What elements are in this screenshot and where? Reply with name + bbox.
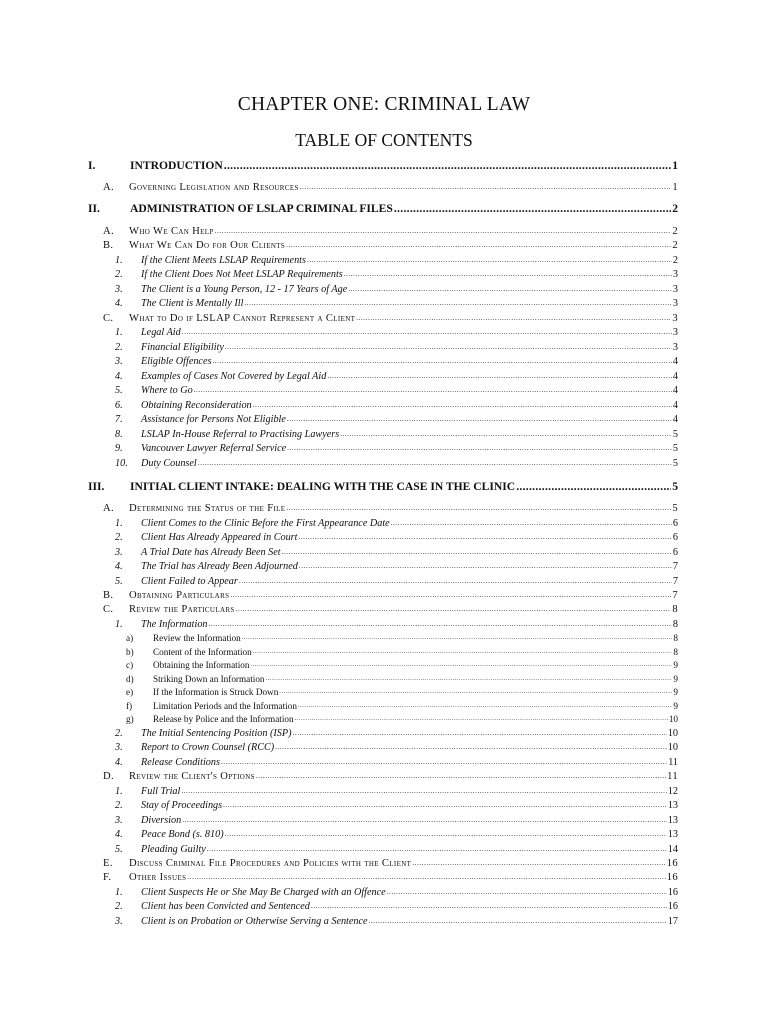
toc-entry[interactable] [115, 886, 678, 899]
toc-entry-title: Governing Legislation and Resources [129, 182, 299, 193]
toc-entry-page-number: 11 [668, 757, 678, 768]
dot-leader [266, 673, 673, 685]
toc-entry[interactable] [126, 632, 678, 644]
toc-entry-title: What We Can Do for Our Clients [129, 240, 286, 251]
toc-entry-page-number: 14 [667, 844, 678, 855]
toc-entry-number: 5. [115, 844, 123, 855]
toc-entry[interactable] [115, 618, 678, 631]
toc-entry-page-number: 5 [672, 480, 678, 493]
toc-entry-page-number: 8 [673, 647, 678, 657]
toc-entry-title: Client Has Already Appeared in Court [141, 532, 298, 543]
toc-entry-title: Vancouver Lawyer Referral Service [141, 443, 287, 454]
dot-leader [209, 618, 672, 631]
toc-entry-number: C. [103, 604, 114, 615]
toc-entry[interactable] [126, 646, 678, 658]
toc-entry[interactable] [103, 502, 678, 515]
toc-entry[interactable] [115, 575, 678, 588]
toc-entry[interactable] [115, 254, 678, 267]
toc-entry-page-number: 8 [672, 619, 678, 630]
dot-leader [369, 915, 667, 928]
toc-entry-page-number: 3 [672, 342, 678, 353]
toc-entry-number: 1. [115, 327, 123, 338]
toc-entry-number: A. [103, 503, 114, 514]
toc-entry-page-number: 2 [672, 255, 678, 266]
toc-entry-title: Stay of Proceedings [141, 800, 223, 811]
toc-entry-page-number: 7 [672, 590, 678, 601]
toc-entry-title: The Client is a Young Person, 12 - 17 Years of Age [141, 284, 348, 295]
toc-entry[interactable] [115, 283, 678, 296]
toc-entry-page-number: 4 [672, 400, 678, 411]
toc-entry-number: 1. [115, 887, 123, 898]
toc-entry-title: Review the Particulars [129, 604, 235, 615]
toc-entry-title: Client Suspects He or She May Be Charged with an Offence [141, 887, 386, 898]
toc-entry[interactable] [115, 399, 678, 412]
dot-leader [412, 857, 665, 870]
toc-entry-title: Full Trial [141, 786, 181, 797]
toc-entry-page-number: 16 [666, 858, 678, 869]
dot-leader [282, 546, 672, 559]
toc-entry[interactable] [115, 814, 678, 827]
dot-leader [286, 239, 671, 252]
toc-entry-title: If the Client Does Not Meet LSLAP Requirements [141, 269, 343, 280]
toc-entry-title: A Trial Date has Already Been Set [141, 547, 281, 558]
toc-entry[interactable] [115, 413, 678, 426]
toc-entry-page-number: 16 [666, 872, 678, 883]
toc-entry-number: b) [126, 647, 134, 657]
toc-entry[interactable] [88, 159, 678, 173]
toc-entry[interactable] [115, 843, 678, 856]
toc-entry-title: Pleading Guilty [141, 844, 206, 855]
toc-entry-title: Striking Down an Information [153, 674, 265, 684]
toc-entry-number: E. [103, 858, 113, 869]
toc-entry[interactable] [103, 312, 678, 325]
toc-entry-number: D. [103, 771, 114, 782]
toc-entry[interactable] [103, 225, 678, 238]
toc-entry-title: Who We Can Help [129, 226, 214, 237]
toc-entry-page-number: 9 [673, 701, 678, 711]
dot-leader [295, 713, 668, 725]
dot-leader [253, 646, 673, 658]
toc-entry-number: 4. [115, 561, 123, 572]
dot-leader [250, 659, 672, 671]
toc-entry-title: Release Conditions [141, 757, 220, 768]
toc-entry-number: 2. [115, 532, 123, 543]
toc-entry-number: 8. [115, 429, 123, 440]
toc-entry-page-number: 4 [672, 356, 678, 367]
toc-entry[interactable] [115, 799, 678, 812]
toc-entry-page-number: 2 [672, 240, 678, 251]
dot-leader [181, 785, 666, 798]
toc-entry[interactable] [126, 713, 678, 725]
toc-entry-page-number: 8 [673, 633, 678, 643]
toc-entry-title: ADMINISTRATION OF LSLAP CRIMINAL FILES [130, 202, 393, 215]
dot-leader [307, 254, 672, 267]
toc-entry-number: g) [126, 714, 134, 724]
toc-entry-title: Obtaining Reconsideration [141, 400, 252, 411]
toc-entry-page-number: 4 [672, 385, 678, 396]
document-title: CHAPTER ONE: CRIMINAL LAW [237, 94, 531, 115]
toc-entry-page-number: 4 [672, 414, 678, 425]
toc-entry-number: a) [126, 633, 134, 643]
dot-leader [207, 843, 667, 856]
toc-entry-title: Client Failed to Appear [141, 576, 238, 587]
toc-entry-number: 1. [115, 619, 123, 630]
toc-entry-title: INITIAL CLIENT INTAKE: DEALING WITH THE CASE IN THE CLINIC [130, 480, 516, 493]
toc-entry-number: 2. [115, 728, 123, 739]
toc-entry-title: What to Do if LSLAP Cannot Represent a Client [129, 313, 356, 324]
toc-entry-number: II. [88, 202, 100, 215]
toc-entry-title: The Client is Mentally Ill [141, 298, 244, 309]
dot-leader [244, 297, 671, 310]
dot-leader [239, 575, 672, 588]
toc-entry-page-number: 6 [672, 518, 678, 529]
dot-leader [194, 384, 672, 397]
dot-leader [224, 159, 671, 173]
toc-entry-page-number: 3 [672, 313, 678, 324]
toc-entry-title: Peace Bond (s. 810) [141, 829, 224, 840]
toc-entry-number: 2. [115, 269, 123, 280]
toc-entry-number: c) [126, 660, 134, 670]
toc-entry[interactable] [126, 686, 678, 698]
toc-entry-title: Obtaining Particulars [129, 590, 230, 601]
dot-leader [223, 799, 667, 812]
toc-entry-title: Client is on Probation or Otherwise Serving a Sentence [141, 916, 368, 927]
toc-entry-title: Where to Go [141, 385, 193, 396]
toc-entry[interactable] [115, 828, 678, 841]
toc-entry-title: Determining the Status of the File [129, 503, 286, 514]
toc-entry[interactable] [103, 239, 678, 252]
dot-leader [182, 326, 672, 339]
dot-leader [298, 531, 671, 544]
toc-entry-title: Financial Eligibility [141, 342, 224, 353]
toc-entry-number: 1. [115, 518, 123, 529]
toc-entry-number: f) [126, 701, 133, 711]
toc-entry-number: e) [126, 687, 134, 697]
toc-entry-title: Limitation Periods and the Information [153, 701, 297, 711]
toc-entry-page-number: 5 [672, 458, 678, 469]
dot-leader [187, 871, 665, 884]
dot-leader [198, 457, 672, 470]
toc-entry[interactable] [115, 341, 678, 354]
toc-entry-number: 3. [115, 356, 123, 367]
toc-entry[interactable] [115, 326, 678, 339]
toc-entry-number: III. [88, 480, 105, 493]
toc-entry[interactable] [115, 546, 678, 559]
dot-leader [275, 741, 667, 754]
dot-leader [279, 686, 672, 698]
toc-entry[interactable] [115, 370, 678, 383]
toc-entry-page-number: 3 [672, 269, 678, 280]
toc-entry[interactable] [115, 457, 678, 470]
toc-entry-page-number: 11 [667, 771, 678, 782]
toc-entry-number: 4. [115, 757, 123, 768]
toc-entry-title: INTRODUCTION [130, 159, 223, 172]
toc-entry-page-number: 13 [667, 800, 678, 811]
toc-entry-title: If the Information is Struck Down [153, 687, 279, 697]
toc-entry-page-number: 4 [672, 371, 678, 382]
toc-entry-title: Legal Aid [141, 327, 181, 338]
toc-entry-page-number: 10 [667, 728, 678, 739]
dot-leader [298, 700, 672, 712]
toc-entry-number: 4. [115, 829, 123, 840]
toc-entry-number: C. [103, 313, 114, 324]
dot-leader [287, 413, 672, 426]
toc-entry[interactable] [115, 384, 678, 397]
toc-heading: TABLE OF CONTENTS [295, 130, 473, 150]
dot-leader [215, 225, 672, 238]
toc-entry-page-number: 7 [672, 576, 678, 587]
toc-entry[interactable] [115, 531, 678, 544]
toc-entry-page-number: 5 [672, 503, 678, 514]
toc-entry-page-number: 9 [673, 660, 678, 670]
toc-entry-number: B. [103, 590, 114, 601]
toc-entry-title: Release by Police and the Information [153, 714, 294, 724]
toc-entry-number: 3. [115, 284, 123, 295]
dot-leader [230, 589, 671, 602]
dot-leader [391, 517, 672, 530]
toc-entry-title: Review the Information [153, 633, 241, 643]
toc-entry-title: Discuss Criminal File Procedures and Policies with the Client [129, 858, 412, 869]
toc-entry-number: B. [103, 240, 114, 251]
dot-leader [212, 355, 671, 368]
toc-entry-title: Eligible Offences [141, 356, 212, 367]
toc-entry-title: Content of the Information [153, 647, 252, 657]
dot-leader [293, 727, 667, 740]
toc-entry-page-number: 10 [667, 742, 678, 753]
dot-leader [256, 770, 666, 783]
toc-entry-title: Client has been Convicted and Sentenced [141, 901, 310, 912]
dot-leader [387, 886, 667, 899]
dot-leader [221, 756, 667, 769]
toc-entry-number: 7. [115, 414, 123, 425]
dot-leader [311, 900, 667, 913]
toc-entry-number: 3. [115, 547, 123, 558]
toc-entry-page-number: 3 [672, 284, 678, 295]
toc-entry-number: 2. [115, 901, 123, 912]
toc-entry[interactable] [103, 181, 678, 194]
toc-entry-page-number: 13 [667, 829, 678, 840]
toc-entry[interactable] [115, 268, 678, 281]
toc-entry[interactable] [115, 428, 678, 441]
toc-entry-number: 2. [115, 342, 123, 353]
toc-entry-page-number: 2 [672, 226, 678, 237]
toc-entry-page-number: 1 [672, 159, 678, 172]
toc-entry[interactable] [115, 785, 678, 798]
toc-entry-number: 1. [115, 786, 123, 797]
toc-entry[interactable] [115, 756, 678, 769]
toc-entry-page-number: 8 [672, 604, 678, 615]
toc-entry-number: A. [103, 226, 114, 237]
toc-entry[interactable] [115, 442, 678, 455]
toc-entry-title: The Initial Sentencing Position (ISP) [141, 728, 292, 739]
toc-entry-title: Duty Counsel [141, 458, 197, 469]
toc-entry-number: 3. [115, 916, 123, 927]
toc-entry[interactable] [103, 857, 678, 870]
dot-leader [394, 202, 671, 216]
dot-leader [356, 312, 671, 325]
dot-leader [516, 480, 671, 494]
toc-entry-page-number: 12 [667, 786, 678, 797]
toc-entry[interactable] [126, 700, 678, 712]
toc-entry-page-number: 9 [673, 687, 678, 697]
toc-entry-number: 3. [115, 815, 123, 826]
toc-entry-title: Review the Client's Options [129, 771, 255, 782]
toc-entry-number: 3. [115, 742, 123, 753]
toc-entry-number: 1. [115, 255, 123, 266]
toc-entry-number: 4. [115, 298, 123, 309]
toc-entry[interactable] [103, 603, 678, 616]
toc-entry-page-number: 16 [667, 901, 678, 912]
dot-leader [182, 814, 667, 827]
toc-entry-title: If the Client Meets LSLAP Requirements [141, 255, 306, 266]
dot-leader [344, 268, 672, 281]
toc-entry-number: F. [103, 872, 112, 883]
toc-entry[interactable] [126, 673, 678, 685]
toc-entry-title: Other Issues [129, 872, 187, 883]
toc-entry-title: Examples of Cases Not Covered by Legal Aid [141, 371, 327, 382]
dot-leader [242, 632, 673, 644]
dot-leader [236, 603, 672, 616]
dot-leader [299, 560, 672, 573]
toc-entry-page-number: 10 [668, 714, 678, 724]
dot-leader [327, 370, 672, 383]
dot-leader [300, 181, 672, 194]
toc-entry-page-number: 9 [673, 674, 678, 684]
toc-entry[interactable] [103, 589, 678, 602]
dot-leader [340, 428, 672, 441]
toc-entry-number: 5. [115, 385, 123, 396]
toc-entry[interactable] [115, 560, 678, 573]
toc-entry-page-number: 16 [667, 887, 678, 898]
toc-entry[interactable] [115, 900, 678, 913]
toc-entry[interactable] [115, 297, 678, 310]
toc-entry[interactable] [115, 517, 678, 530]
toc-entry-page-number: 13 [667, 815, 678, 826]
toc-entry-page-number: 5 [672, 429, 678, 440]
dot-leader [253, 399, 672, 412]
dot-leader [286, 502, 671, 515]
toc-entry[interactable] [115, 355, 678, 368]
toc-entry-number: A. [103, 182, 114, 193]
toc-entry-number: 9. [115, 443, 123, 454]
toc-entry-page-number: 17 [667, 916, 678, 927]
toc-entry-number: d) [126, 674, 134, 684]
toc-entry-page-number: 6 [672, 547, 678, 558]
dot-leader [225, 828, 667, 841]
toc-entry-title: Report to Crown Counsel (RCC) [141, 742, 275, 753]
toc-entry-page-number: 5 [672, 443, 678, 454]
toc-entry-number: 6. [115, 400, 123, 411]
toc-entry-title: Assistance for Persons Not Eligible [141, 414, 286, 425]
dot-leader [225, 341, 672, 354]
toc-entry-title: Diversion [141, 815, 182, 826]
toc-entry[interactable] [88, 202, 678, 216]
toc-entry-title: Client Comes to the Clinic Before the First Appearance Date [141, 518, 390, 529]
toc-entry[interactable] [126, 659, 678, 671]
toc-entry-number: 2. [115, 800, 123, 811]
toc-entry-title: The Trial has Already Been Adjourned [141, 561, 298, 572]
toc-entry-title: The Information [141, 619, 208, 630]
toc-entry[interactable] [115, 741, 678, 754]
toc-entry-number: 4. [115, 371, 123, 382]
toc-entry[interactable] [88, 480, 678, 494]
toc-entry-page-number: 3 [672, 298, 678, 309]
toc-entry-page-number: 1 [672, 182, 678, 193]
toc-entry-number: 10. [115, 458, 128, 469]
toc-entry-page-number: 6 [672, 532, 678, 543]
toc-entry[interactable] [115, 727, 678, 740]
toc-entry[interactable] [115, 915, 678, 928]
toc-entry-title: LSLAP In-House Referral to Practising Lawyers [141, 429, 340, 440]
toc-entry-number: 5. [115, 576, 123, 587]
toc-entry[interactable] [103, 871, 678, 884]
toc-entry-number: I. [88, 159, 96, 172]
toc-entry-title: Obtaining the Information [153, 660, 250, 670]
toc-entry-page-number: 2 [672, 202, 678, 215]
dot-leader [287, 442, 672, 455]
toc-entry-page-number: 3 [672, 327, 678, 338]
dot-leader [348, 283, 672, 296]
toc-entry-page-number: 7 [672, 561, 678, 572]
toc-entry[interactable] [103, 770, 678, 783]
